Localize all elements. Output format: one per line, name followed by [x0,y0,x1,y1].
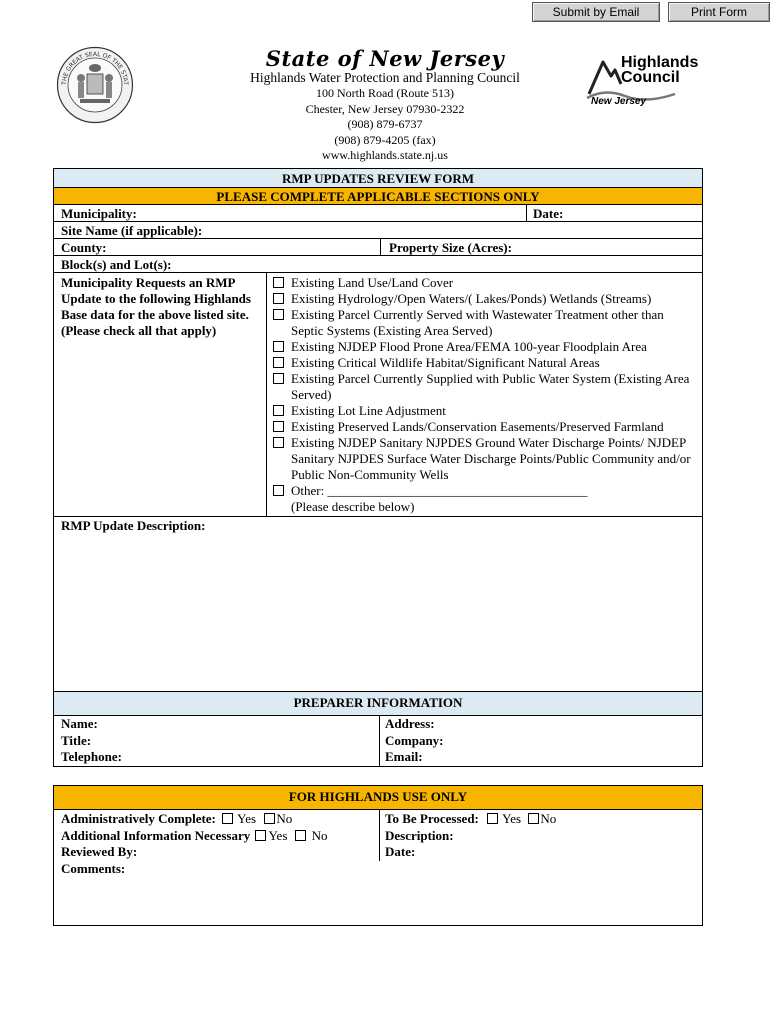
checkbox[interactable] [273,437,284,448]
checkbox[interactable] [273,309,284,320]
option-flood-prone[interactable]: Existing NJDEP Flood Prone Area/FEMA 100-year Floodplain Area [273,339,698,355]
print-form-button[interactable]: Print Form [668,2,770,22]
option-wastewater[interactable]: Existing Parcel Currently Served with Wastewater Treatment other than Septic Systems (Existing Area Served) [273,307,698,339]
date-label: Date: [533,206,564,221]
site-name-label: Site Name (if applicable): [61,223,203,238]
council-name: Highlands Water Protection and Planning Council [250,70,520,85]
checkbox[interactable] [273,341,284,352]
phone-number: (908) 879-6737 [347,117,423,131]
admin-yes-checkbox[interactable] [222,813,233,824]
option-discharge-points[interactable]: Existing NJDEP Sanitary NJPDES Ground Water Discharge Points/ NJDEP Sanitary NJPDES Surface Water Discharge Points/Public Community and/or Public Non-Community Wells [273,435,698,483]
svg-text:THE GREAT SEAL OF THE STATE OF: THE GREAT SEAL OF THE STAT [60,50,130,86]
state-seal-image [56,46,134,124]
additional-no-checkbox[interactable] [295,830,306,841]
highlands-use-only-section [53,785,703,926]
state-title: State of New Jersey [265,46,505,71]
date-label-highlands: Date: [385,844,416,859]
option-public-water[interactable]: Existing Parcel Currently Supplied with Public Water System (Existing Area Served) [273,371,698,403]
checkbox[interactable] [273,405,284,416]
checkbox[interactable] [273,421,284,432]
request-instructions: Municipality Requests an RMP Update to the following Highlands Base data for the above listed site. (Please check all that apply) [61,275,251,338]
reviewed-by-label: Reviewed By: [61,844,138,859]
rmp-review-form [53,168,703,692]
option-preserved-lands[interactable]: Existing Preserved Lands/Conservation Easements/Preserved Farmland [273,419,698,435]
address-label: Address: [385,716,435,731]
rmp-update-description-label: RMP Update Description: [61,518,206,533]
highlands-use-title: FOR HIGHLANDS USE ONLY [54,786,702,810]
logo-text-council: Council [621,69,680,86]
fax-number: (908) 879-4205 (fax) [334,132,436,147]
option-wildlife-habitat[interactable]: Existing Critical Wildlife Habitat/Significant Natural Areas [273,355,698,371]
checkbox[interactable] [273,373,284,384]
preparer-title: PREPARER INFORMATION [54,692,702,716]
municipality-label: Municipality: [61,206,137,221]
property-size-label: Property Size (Acres): [389,240,512,255]
form-subtitle: PLEASE COMPLETE APPLICABLE SECTIONS ONLY [54,188,702,205]
logo-text-new-jersey: New Jersey [591,96,647,107]
description-label: Description: [385,827,454,843]
comments-label: Comments: [61,860,126,876]
highlands-council-logo [585,54,703,110]
form-title: RMP UPDATES REVIEW FORM [54,169,702,188]
option-land-use[interactable]: Existing Land Use/Land Cover [273,275,698,291]
other-note: (Please describe below) [291,499,415,514]
to-be-processed-row: To Be Processed: Yes No [385,811,557,826]
processed-no-checkbox[interactable] [528,813,539,824]
option-lot-line[interactable]: Existing Lot Line Adjustment [273,403,698,419]
option-hydrology[interactable]: Existing Hydrology/Open Waters/( Lakes/Ponds) Wetlands (Streams) [273,291,698,307]
option-other[interactable]: Other: ________________________________________ [273,483,698,499]
address-line-1: 100 North Road (Route 513) [316,86,454,100]
address-line-2: Chester, New Jersey 07930-2322 [305,101,465,116]
preparer-information-section [53,691,703,767]
update-options-list [273,275,698,515]
website-link[interactable]: www.highlands.state.nj.us [322,148,448,162]
logo-text-highlands: Highlands [621,54,699,71]
email-label: Email: [385,749,423,764]
admin-no-checkbox[interactable] [264,813,275,824]
checkbox[interactable] [273,485,284,496]
telephone-label: Telephone: [61,749,122,764]
name-label: Name: [61,716,98,731]
checkbox[interactable] [273,293,284,304]
admin-complete-row: Administratively Complete: Yes No [61,811,293,826]
block-lot-label: Block(s) and Lot(s): [61,257,172,272]
processed-yes-checkbox[interactable] [487,813,498,824]
rmp-update-description-area[interactable] [54,517,702,691]
submit-by-email-button[interactable]: Submit by Email [532,2,660,22]
checkbox[interactable] [273,357,284,368]
title-label: Title: [61,732,92,748]
company-label: Company: [385,732,444,748]
checkbox[interactable] [273,277,284,288]
additional-yes-checkbox[interactable] [255,830,266,841]
county-label: County: [61,240,107,255]
additional-info-row: Additional Information Necessary Yes No [61,827,328,843]
